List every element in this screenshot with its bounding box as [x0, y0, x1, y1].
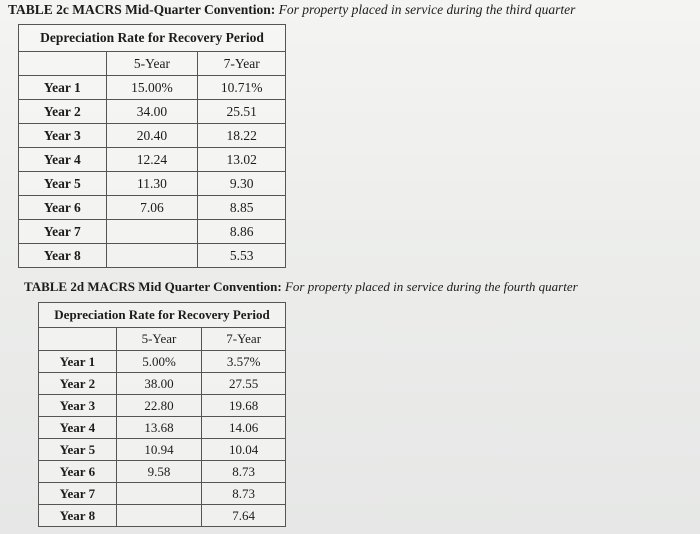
table-2c-corner	[19, 52, 107, 76]
rate-5yr-cell: 38.00	[116, 373, 202, 395]
year-cell: Year 5	[39, 439, 117, 461]
table-row	[39, 417, 286, 439]
rate-5yr-cell: 11.30	[106, 172, 198, 196]
year-cell: Year 7	[19, 220, 107, 244]
table-2d-corner	[39, 328, 117, 351]
table-2c	[18, 24, 286, 268]
year-cell: Year 1	[19, 76, 107, 100]
year-cell: Year 2	[39, 373, 117, 395]
table-row	[39, 351, 286, 373]
rate-5yr-cell: 7.06	[106, 196, 198, 220]
table-row	[39, 483, 286, 505]
rate-5yr-cell	[106, 244, 198, 268]
rate-7yr-cell: 18.22	[198, 124, 286, 148]
table-2c-label: TABLE 2c MACRS Mid-Quarter Convention:	[8, 2, 276, 17]
year-cell: Year 3	[19, 124, 107, 148]
rate-5yr-cell: 9.58	[116, 461, 202, 483]
year-cell: Year 6	[39, 461, 117, 483]
rate-7yr-cell: 14.06	[202, 417, 286, 439]
rate-7yr-cell: 3.57%	[202, 351, 286, 373]
table-row	[39, 439, 286, 461]
table-2c-header: Depreciation Rate for Recovery Period	[19, 25, 286, 52]
table-2c-col-5yr: 5-Year	[106, 52, 198, 76]
table-2c-description: For property placed in service during the third quarter	[278, 2, 576, 17]
year-cell: Year 8	[19, 244, 107, 268]
rate-7yr-cell: 10.04	[202, 439, 286, 461]
table-row	[19, 76, 286, 100]
table-row	[39, 505, 286, 527]
table-row	[19, 100, 286, 124]
year-cell: Year 8	[39, 505, 117, 527]
rate-5yr-cell	[116, 505, 202, 527]
rate-5yr-cell: 15.00%	[106, 76, 198, 100]
rate-7yr-cell: 8.85	[198, 196, 286, 220]
table-2d-caption	[24, 279, 578, 295]
table-row	[39, 461, 286, 483]
table-row	[39, 373, 286, 395]
table-2d-col-5yr: 5-Year	[116, 328, 202, 351]
rate-7yr-cell: 7.64	[202, 505, 286, 527]
table-row	[19, 220, 286, 244]
rate-5yr-cell	[116, 483, 202, 505]
rate-5yr-cell: 20.40	[106, 124, 198, 148]
year-cell: Year 3	[39, 395, 117, 417]
table-2d-body	[39, 351, 286, 527]
rate-7yr-cell: 8.86	[198, 220, 286, 244]
table-row	[19, 124, 286, 148]
table-2d-description: For property placed in service during the fourth quarter	[284, 279, 578, 294]
table-row	[19, 196, 286, 220]
rate-7yr-cell: 19.68	[202, 395, 286, 417]
table-row	[19, 148, 286, 172]
rate-5yr-cell: 10.94	[116, 439, 202, 461]
year-cell: Year 4	[39, 417, 117, 439]
rate-5yr-cell: 5.00%	[116, 351, 202, 373]
table-2c-body	[19, 76, 286, 268]
rate-7yr-cell: 5.53	[198, 244, 286, 268]
table-2c-caption	[8, 2, 575, 18]
rate-7yr-cell: 8.73	[202, 461, 286, 483]
table-row	[19, 172, 286, 196]
rate-7yr-cell: 10.71%	[198, 76, 286, 100]
rate-7yr-cell: 27.55	[202, 373, 286, 395]
rate-5yr-cell: 13.68	[116, 417, 202, 439]
table-2d-header: Depreciation Rate for Recovery Period	[39, 303, 286, 328]
year-cell: Year 1	[39, 351, 117, 373]
table-row	[19, 244, 286, 268]
year-cell: Year 6	[19, 196, 107, 220]
table-row	[39, 395, 286, 417]
rate-5yr-cell: 22.80	[116, 395, 202, 417]
table-2d-col-7yr: 7-Year	[202, 328, 286, 351]
year-cell: Year 7	[39, 483, 117, 505]
rate-7yr-cell: 8.73	[202, 483, 286, 505]
table-2c-col-7yr: 7-Year	[198, 52, 286, 76]
rate-5yr-cell	[106, 220, 198, 244]
year-cell: Year 5	[19, 172, 107, 196]
table-2d-label: TABLE 2d MACRS Mid Quarter Convention:	[24, 279, 282, 294]
rate-7yr-cell: 9.30	[198, 172, 286, 196]
year-cell: Year 4	[19, 148, 107, 172]
rate-7yr-cell: 13.02	[198, 148, 286, 172]
rate-5yr-cell: 34.00	[106, 100, 198, 124]
rate-7yr-cell: 25.51	[198, 100, 286, 124]
year-cell: Year 2	[19, 100, 107, 124]
rate-5yr-cell: 12.24	[106, 148, 198, 172]
table-2d	[38, 302, 286, 527]
